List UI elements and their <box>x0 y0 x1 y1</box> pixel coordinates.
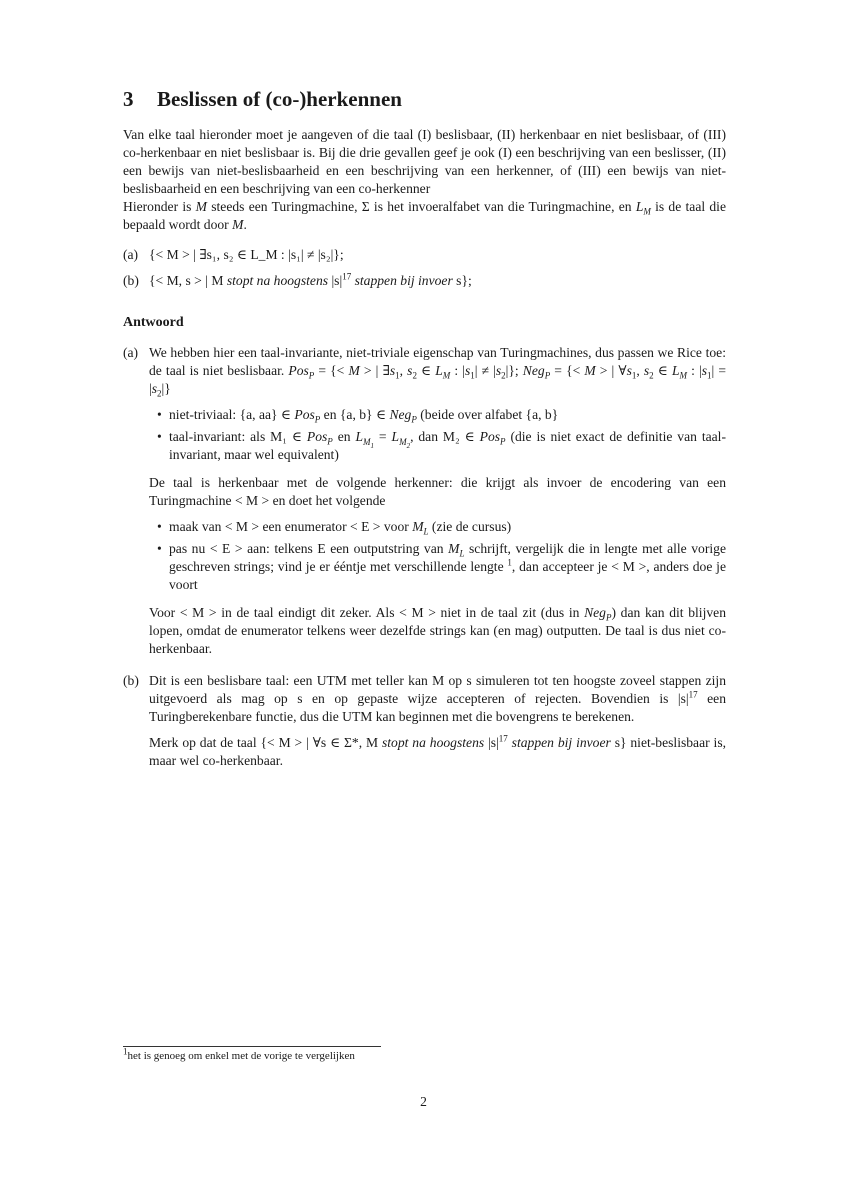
answer-b-paragraph-1 <box>149 672 726 726</box>
question-b <box>123 272 726 290</box>
bullet-4-text-b: schrijft, vergelijk die in lengte met alle vorige geschreven strings; vind je er ééntje met verschillende lengte <box>169 541 726 574</box>
answer-a-paragraph-1: We hebben hier een taal-invariante, niet-triviale eigenschap van Turingmachines, dus passen we Rice toe: de taal is niet beslisbaar. Pos$_P$ = {< M > | $\exists s_1$, $s_2$ ∈ $L_M$ : $|s_1| \ne |s_2|$}; Neg$_P$ = {< M > | $\forall s_1$, $s_2$ ∈ $L_M$ : $|s_1| = |s_2|$} <box>149 345 726 399</box>
question-b-exponent: 17 <box>342 271 352 282</box>
answer-b-exponent-2: 17 <box>498 733 508 744</box>
answer-a-bullets-1 <box>149 406 726 464</box>
footnote-mark: 1 <box>123 1046 128 1057</box>
answer-b-text-2-italic-1: stopt na hoogstens <box>381 735 485 750</box>
bullet-adapt-enumerator: • pas nu < E > aan: telkens E een outputstring van $M_L$ schrijft, vergelijk die in lengte met alle vorige geschreven strings; vind je er ééntje met verschillende lengte $^1$, dan accepteer je < M >, anders doe je voort <box>157 541 726 592</box>
bullet-1-text-c: (beide over alfabet {a, b} <box>416 407 559 422</box>
footnote-reference: 1 <box>507 557 512 568</box>
footnote-divider <box>123 1046 381 1047</box>
question-b-label: (b) <box>123 273 139 288</box>
bullet-1-text-a: niet-triviaal: {a, aa} ∈ <box>169 407 295 422</box>
answer-b-paragraph-2 <box>149 734 726 770</box>
answer-b-text-2b: |s| <box>484 735 499 750</box>
answer-a-text-3a: Voor < M > in de taal eindigt dit zeker. Als < M > niet in de taal zit (dus in <box>149 605 585 620</box>
question-a <box>123 246 726 264</box>
footnote-text: het is genoeg om enkel met de vorige te vergelijken <box>127 1050 355 1062</box>
question-b-text-2: stopt na hoogstens <box>226 273 329 288</box>
question-b-text-4: stappen bij invoer <box>354 273 453 288</box>
bullet-1-text-b: en {a, b} ∈ <box>320 407 390 422</box>
answer-a-paragraph-2: De taal is herkenbaar met de volgende herkenner: die krijgt als invoer de encodering van een Turingmachine < M > en doet het volgende <box>149 475 726 508</box>
question-b-text-5: s}; <box>452 273 472 288</box>
section-heading <box>123 86 726 112</box>
answer-a-text-3b: ) dan kan dit blijven lopen, omdat de enumerator telkens weer dezelfde strings kan (en mag) outputten. De taal is dus niet co-herkenbaar. <box>149 605 726 656</box>
intro-text-2c: is de taal die bepaald wordt door <box>123 199 726 232</box>
intro-text: Van elke taal hieronder moet je aangeven of die taal (I) beslisbaar, (II) herkenbaar en niet beslisbaar, of (III) co-herkenbaar en niet beslisbaar is. Bij die drie gevallen geef je ook (I) een beschrijving van een beslisser, (II) een bewijs van niet-beslisbaarheid en een beschrijving van een herkenner, of (III) een bewijs van niet-beslisbaarheid en een beschrijving van een co-herkenner <box>123 127 726 196</box>
question-a-expression: {< M > | ∃s₁, s₂ ∈ L_M : |s₁| ≠ |s₂|}; <box>149 247 344 262</box>
bullet-2-text-d: (die is niet exact de definitie van taal-invariant, maar wel equivalent) <box>169 429 726 462</box>
section-number: 3 <box>123 87 134 111</box>
answer-a-bullets-2 <box>149 518 726 594</box>
intro-text-2a: Hieronder is <box>123 199 196 214</box>
answer-a-text-1: We hebben hier een taal-invariante, niet-triviale eigenschap van Turingmachines, dus passen we Rice toe: de taal is niet beslisbaar. <box>149 345 726 378</box>
answer-heading: Antwoord <box>123 315 184 330</box>
answer-b-text-2a: Merk op dat de taal {< M > | ∀s ∈ Σ*, M <box>149 735 382 750</box>
answer-a-label: (a) <box>123 345 139 360</box>
bullet-2-text-a: taal-invariant: als M₁ ∈ <box>169 429 307 444</box>
page-number: 2 <box>420 1094 427 1109</box>
bullet-language-invariant: • taal-invariant: als M₁ ∈ Pos$_P$ en $L_{M_1} = L_{M_2}$, dan M₂ ∈ Pos$_P$ (die is niet exact de definitie van taal-invariant, maar wel equivalent) <box>157 429 726 462</box>
intro-paragraph: Van elke taal hieronder moet je aangeven of die taal (I) beslisbaar, (II) herkenbaar en niet beslisbaar, of (III) co-herkenbaar en niet beslisbaar is. Bij die drie gevallen geef je ook (I) een beschrijving van een beslisser, (II) een bewijs van niet-beslisbaarheid en een beschrijving van een herkenner, of (III) een bewijs van niet-beslisbaarheid en een beschrijving van een co-herkenner Hieronder is M steeds een Turingmachine, Σ is het invoeralfabet van die Turingmachine, en $L_M$ is de taal die bepaald wordt door M. <box>123 127 726 232</box>
question-b-text-1: {< M, s > | M <box>149 273 227 288</box>
bullet-non-trivial: • niet-triviaal: {a, aa} ∈ Pos$_P$ en {a, b} ∈ Neg$_P$ (beide over alfabet {a, b} <box>157 407 559 425</box>
section-title: Beslissen of (co-)herkennen <box>157 87 402 111</box>
bullet-make-enumerator: • maak van < M > een enumerator < E > voor $M_L$ (zie de cursus) <box>157 519 512 537</box>
bullet-4-text-c: , dan accepteer je < M >, anders doe je voort <box>169 559 726 592</box>
question-b-text-3: |s| <box>328 273 343 288</box>
answer-a <box>123 344 726 658</box>
answer-b-text-1b: een Turingberekenbare functie, dus die UTM kan beginnen met die bovengrens te berekenen. <box>149 691 727 724</box>
answer-b-text-2c: s} niet-beslisbaar is, maar wel co-herkenbaar. <box>149 735 727 768</box>
answer-a-paragraph-3: Voor < M > in de taal eindigt dit zeker. Als < M > niet in de taal zit (dus in Neg$_P$) dan kan dit blijven lopen, omdat de enumerator telkens weer dezelfde strings kan (en mag) outputten. De taal is dus niet co-herkenbaar. <box>149 605 726 656</box>
answer-b-label: (b) <box>123 673 139 688</box>
bullet-2-text-b: en <box>332 429 356 444</box>
bullet-4-text-a: pas nu < E > aan: telkens E een outputstring van <box>169 541 449 556</box>
answer-b <box>123 672 726 770</box>
bullet-2-text-c: , dan M₂ ∈ <box>410 429 480 444</box>
answer-b-text-2-italic-2: stappen bij invoer <box>511 735 611 750</box>
page-content <box>123 86 726 780</box>
bullet-3-text-b: (zie de cursus) <box>428 519 512 534</box>
footnote <box>123 1046 355 1063</box>
answer-b-exponent-1: 17 <box>688 689 698 700</box>
answer-b-text-1a: Dit is een beslisbare taal: een UTM met teller kan M op s simuleren tot ten hoogste zoveel stappen zijn uitgevoerd als mag op s en op gepaste wijze accepteren of rejecten. Bovendien is |s| <box>149 673 726 706</box>
intro-text-2b: steeds een Turingmachine, Σ is het invoeralfabet van die Turingmachine, en <box>207 199 636 214</box>
bullet-3-text-a: maak van < M > een enumerator < E > voor <box>169 519 413 534</box>
question-a-label: (a) <box>123 247 139 262</box>
